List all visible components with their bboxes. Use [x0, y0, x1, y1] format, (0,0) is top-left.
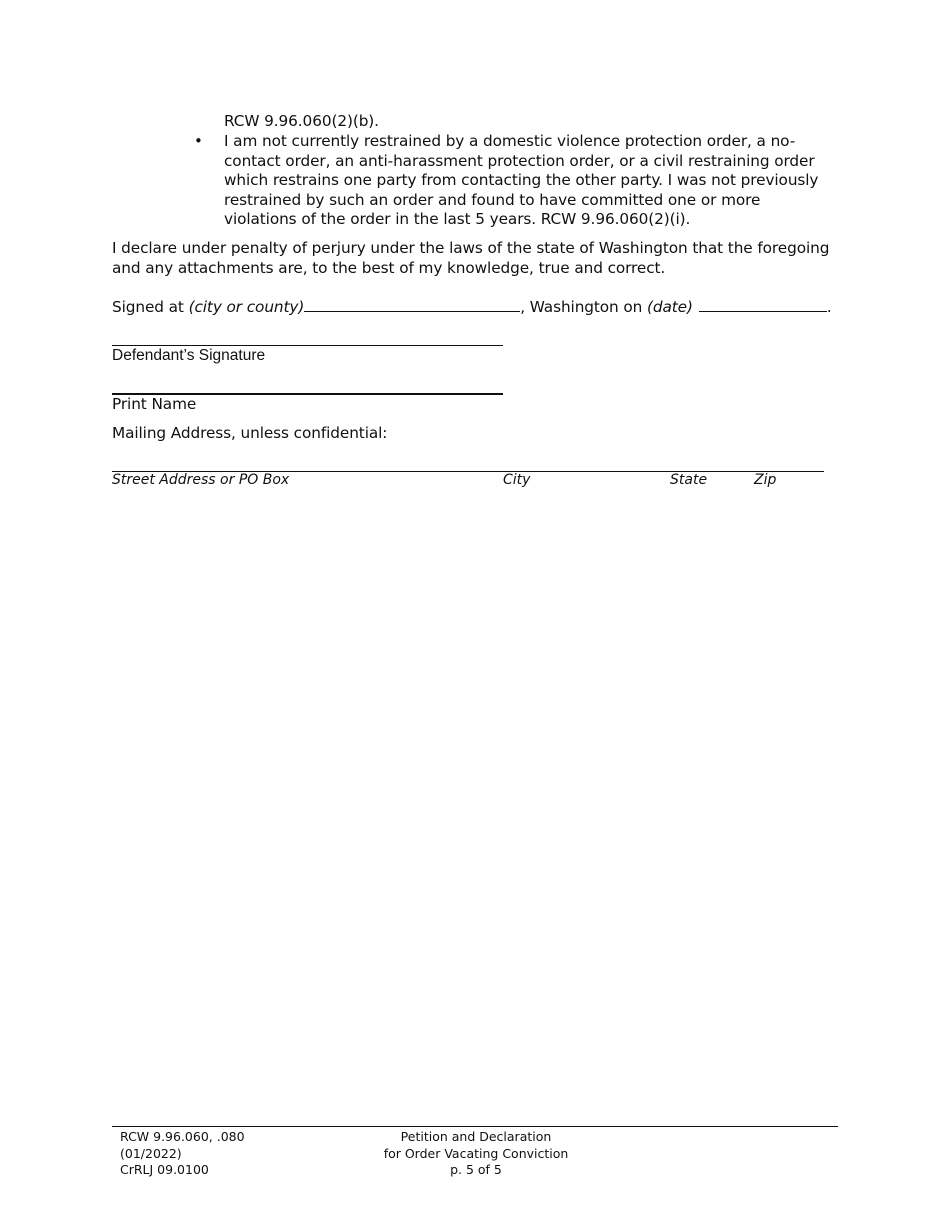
signed-at-label: Signed at: [112, 298, 189, 316]
period: .: [826, 298, 832, 316]
washington-on-label: , Washington on: [520, 298, 648, 316]
bullet-icon: •: [194, 132, 203, 150]
signature-field[interactable]: [112, 345, 503, 346]
state-label: State: [670, 472, 708, 488]
rcw-continuation: RCW 9.96.060(2)(b).: [224, 112, 379, 130]
footer-divider: [112, 1126, 838, 1127]
footer-title-2: for Order Vacating Conviction: [383, 1145, 569, 1161]
date-field[interactable]: [699, 297, 827, 312]
footer-title-1: Petition and Declaration: [400, 1129, 552, 1144]
signed-at-row: [112, 297, 832, 318]
signature-label: Defendant’s Signature: [112, 347, 266, 364]
mailing-address-label: Mailing Address, unless confidential:: [112, 424, 388, 442]
declaration-text: I declare under penalty of perjury under the laws of the state of Washington that the foregoing and any attachments are, to the best of my knowledge, true and correct.: [112, 239, 830, 277]
footer-date: (01/2022): [120, 1145, 182, 1161]
street-label: Street Address or PO Box: [112, 472, 290, 488]
footer-rcw: RCW 9.96.060, .080: [120, 1129, 245, 1144]
city-label: City: [503, 472, 531, 488]
city-hint: (city or county): [188, 298, 305, 316]
footer-left: [120, 1129, 245, 1179]
print-name-label: Print Name: [112, 395, 197, 413]
footer-form-number: CrRLJ 09.0100: [120, 1162, 209, 1177]
city-field[interactable]: [304, 297, 520, 312]
date-hint: (date): [647, 298, 693, 316]
page-number: p. 5 of 5: [450, 1162, 502, 1177]
footer-center: [356, 1129, 596, 1179]
bullet-item-text: I am not currently restrained by a domestic violence protection order, a no-contact order, an anti-harassment protection order, or a civil restraining order which restrains one party from contacting the other party. I was not previously restrained by such an order and found to have committed one or more violations of the order in the last 5 years. RCW 9.96.060(2)(i).: [224, 132, 819, 228]
zip-label: Zip: [754, 472, 777, 488]
